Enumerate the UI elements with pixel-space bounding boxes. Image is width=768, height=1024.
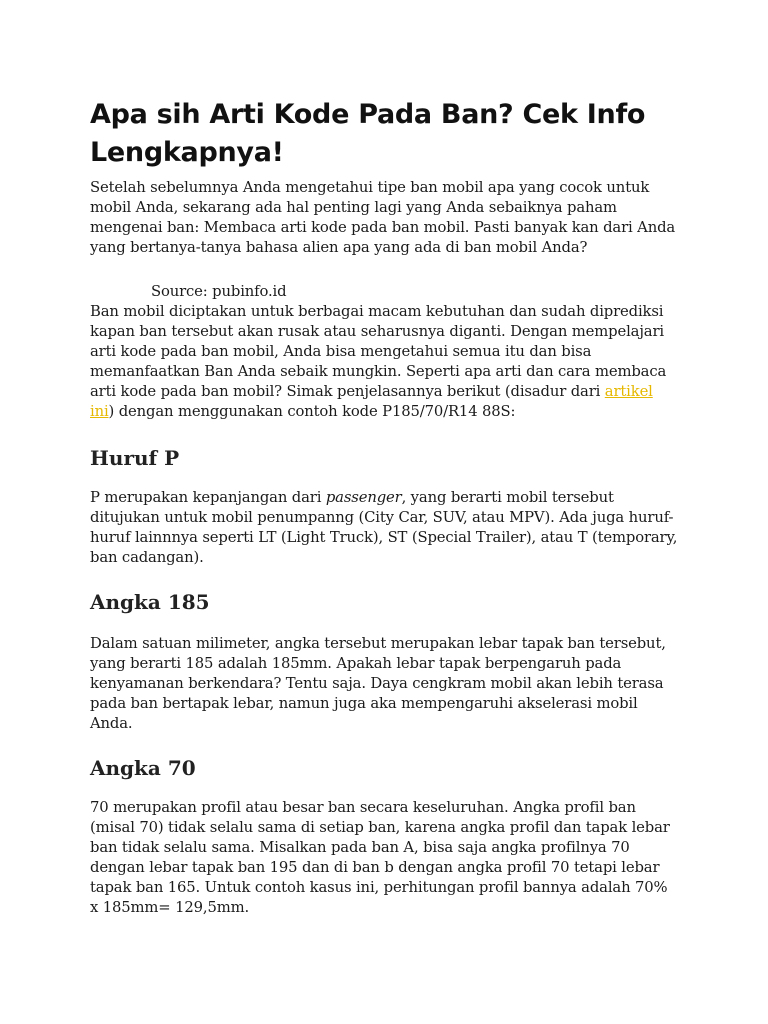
explanation-paragraph — [90, 302, 680, 422]
huruf-p-text-start: P merupakan kepanjangan dari — [90, 489, 326, 506]
source-article-link[interactable]: artikel ini — [90, 383, 653, 420]
intro-paragraph: Setelah sebelumnya Anda mengetahui tipe ban mobil apa yang cocok untuk mobil Anda, sekarang ada hal penting lagi yang Anda sebaiknya paham mengenai ban: Membaca arti kode pada ban mobil. Pasti banyak kan dari Anda yang bertanya-tanya bahasa alien apa yang ada di ban mobil Anda? — [90, 179, 676, 256]
passenger-term: passenger — [325, 489, 402, 506]
article-body — [90, 96, 680, 918]
huruf-p-paragraph — [90, 488, 680, 568]
image-source-caption: Source: pubinfo.id — [151, 283, 287, 300]
explanation-text-end: ) dengan menggunakan contoh kode P185/70/R14 88S: — [108, 403, 516, 420]
article-title: Apa sih Arti Kode Pada Ban? Cek Info Lengkapnya! — [90, 99, 646, 168]
heading-angka-185: Angka 185 — [90, 590, 210, 614]
huruf-p-text-end: , yang berarti mobil tersebut ditujukan untuk mobil penumpanng (City Car, SUV, atau MPV). Ada juga huruf-huruf lainnnya seperti LT (Light Truck), ST (Special Trailer), atau T (temporary, ban cadangan). — [90, 489, 678, 566]
heading-huruf-p: Huruf P — [90, 446, 180, 470]
angka-185-paragraph: Dalam satuan milimeter, angka tersebut merupakan lebar tapak ban tersebut, yang berarti 185 adalah 185mm. Apakah lebar tapak berpengaruh pada kenyamanan berkendara? Tentu saja. Daya cengkram mobil akan lebih terasa pada ban bertapak lebar, namun juga aka mempengaruhi akselerasi mobil Anda. — [90, 635, 666, 732]
heading-angka-70: Angka 70 — [90, 756, 196, 780]
explanation-text-start: Ban mobil diciptakan untuk berbagai macam kebutuhan dan sudah diprediksi kapan ban tersebut akan rusak atau seharusnya diganti. Dengan mempelajari arti kode pada ban mobil, Anda bisa mengetahui semua itu dan bisa memanfaatkan Ban Anda sebaik mungkin. Seperti apa arti dan cara membaca arti kode pada ban mobil? Simak penjelasannya berikut (disadur dari — [90, 303, 667, 400]
angka-70-paragraph: 70 merupakan profil atau besar ban secara keseluruhan. Angka profil ban (misal 70) tidak selalu sama di setiap ban, karena angka profil dan tapak lebar ban tidak selalu sama. Misalkan pada ban A, bisa saja angka profilnya 70 dengan lebar tapak ban 195 dan di ban b dengan angka profil 70 tetapi lebar tapak ban 165. Untuk contoh kasus ini, perhitungan profil bannya adalah 70% x 185mm= 129,5mm. — [90, 799, 670, 916]
